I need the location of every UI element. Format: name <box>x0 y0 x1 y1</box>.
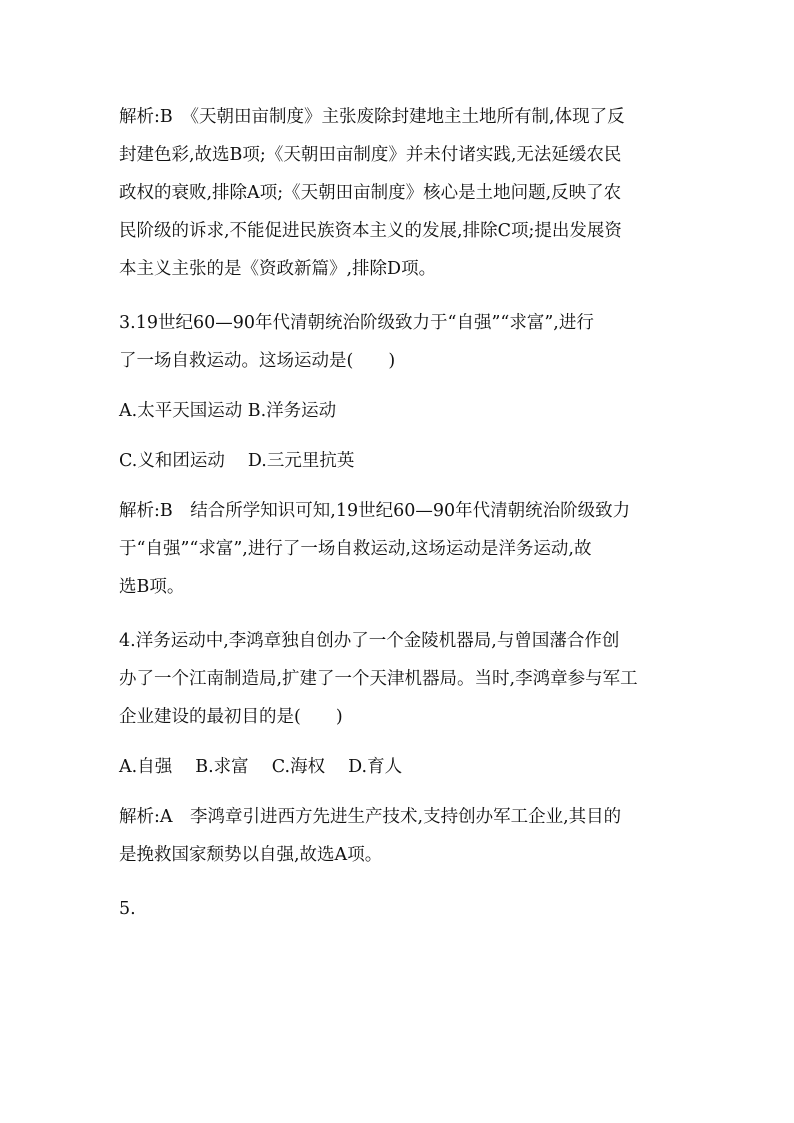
q5-number: 5. <box>119 899 136 919</box>
q4-stem-line: 4.洋务运动中,李鸿章独自创办了一个金陵机器局,与曾国藩合作创 <box>119 631 620 651</box>
q2-analysis-line: 本主义主张的是《资政新篇》,排除D项。 <box>119 259 437 279</box>
q2-analysis-line: 民阶级的诉求,不能促进民族资本主义的发展,排除C项;提出发展资 <box>119 221 622 241</box>
q4-options: A.自强 B.求富 C.海权 D.育人 <box>119 757 403 777</box>
q4-analysis-line: 解析:A 李鸿章引进西方先进生产技术,支持创办军工企业,其目的 <box>119 807 622 827</box>
q3-analysis-line: 选B项。 <box>119 577 185 597</box>
q3-block <box>119 304 679 606</box>
q5-block <box>119 890 679 928</box>
q4-block <box>119 622 679 874</box>
q3-analysis-line: 解析:B 结合所学知识可知,19世纪60—90年代清朝统治阶级致力 <box>119 501 631 521</box>
q2-analysis-line: 封建色彩,故选B项;《天朝田亩制度》并未付诸实践,无法延缓农民 <box>119 145 622 165</box>
q2-analysis-line: 解析:B 《天朝田亩制度》主张废除封建地主土地所有制,体现了反 <box>119 107 625 127</box>
q4-analysis-line: 是挽救国家颓势以自强,故选A项。 <box>119 845 383 865</box>
q3-stem-line: 3.19世纪60—90年代清朝统治阶级致力于“自强”“求富”,进行 <box>119 313 594 333</box>
q4-stem-line: 企业建设的最初目的是( ) <box>119 707 343 727</box>
q4-stem-line: 办了一个江南制造局,扩建了一个天津机器局。当时,李鸿章参与军工 <box>119 669 638 689</box>
q3-options: C.义和团运动 D.三元里抗英 <box>119 451 355 471</box>
q2-analysis <box>119 98 679 288</box>
q3-analysis-line: 于“自强”“求富”,进行了一场自救运动,这场运动是洋务运动,故 <box>119 539 592 559</box>
document-page <box>119 98 679 928</box>
q3-stem-line: 了一场自救运动。这场运动是( ) <box>119 351 396 371</box>
q2-analysis-line: 政权的衰败,排除A项;《天朝田亩制度》核心是土地问题,反映了农 <box>119 183 622 203</box>
q3-options: A.太平天国运动 B.洋务运动 <box>119 401 337 421</box>
